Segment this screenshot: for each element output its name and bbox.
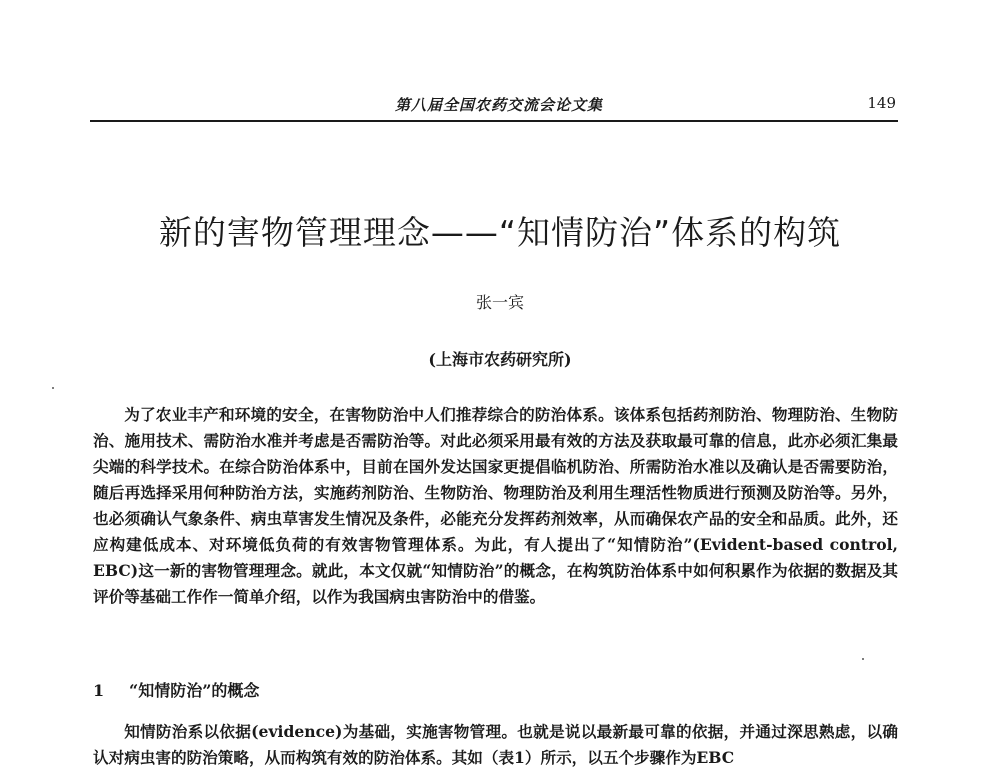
- scan-speck: [52, 387, 54, 389]
- scan-speck: [862, 658, 864, 660]
- journal-name: 第八届全国农药交流会论文集: [395, 96, 604, 114]
- section-heading: [93, 678, 259, 701]
- section-number: 1: [93, 681, 105, 700]
- section-body-paragraph: 知情防治系以依据(evidence)为基础，实施害物管理。也就是说以最新最可靠的依据，并通过深思熟虑，以确认对病虫害的防治策略，从而构筑有效的防治体系。其如（表1）所示，以五个步骤作为EBC: [93, 722, 898, 767]
- section-title: “知情防治”的概念: [129, 681, 260, 700]
- author-affiliation: (上海市农药研究所): [428, 350, 572, 369]
- page-number: 149: [867, 94, 896, 112]
- article-title: 新的害物管理理念——“知情防治”体系的构筑: [158, 213, 842, 252]
- author-name: 张一宾: [475, 293, 524, 312]
- abstract-paragraph: 为了农业丰产和环境的安全，在害物防治中人们推荐综合的防治体系。该体系包括药剂防治、物理防治、生物防治、施用技术、需防治水准并考虑是否需防治等。对此必须采用最有效的方法及获取最可靠的信息，此亦必须汇集最尖端的科学技术。在综合防治体系中，目前在国外发达国家更提倡临机防治、所需防治水准以及确认是否需要防治，随后再选择采用何种防治方法，实施药剂防治、生物防治、物理防治及利用生理活性物质进行预测及防治等。另外，也必须确认气象条件、病虫草害发生情况及条件，必能充分发挥药剂效率，从而确保农产品的安全和品质。此外，还应构建低成本、对环境低负荷的有效害物管理体系。为此，有人提出了“知情防治”(Evident-based control, EBC)这一新的害物管理理念。就此，本文仅就“知情防治”的概念，在构筑防治体系中如何积累作为依据的数据及其评价等基础工作作一简单介绍，以作为我国病虫害防治中的借鉴。: [93, 405, 898, 606]
- running-header: [90, 92, 898, 122]
